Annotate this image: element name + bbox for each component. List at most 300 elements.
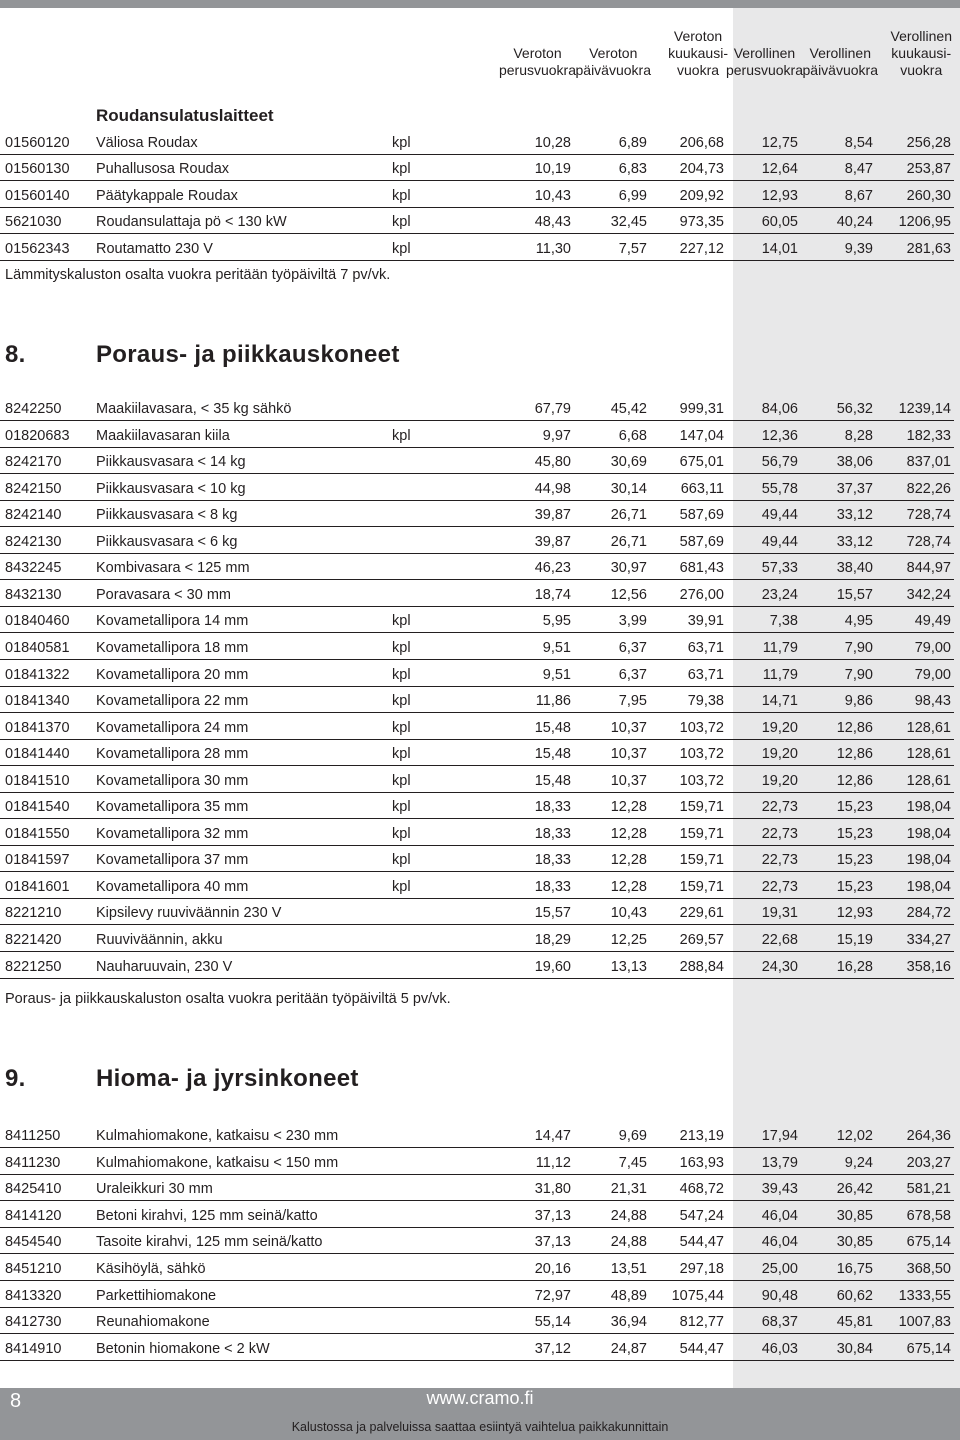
cell-unit: kpl [392,240,411,257]
cell-verollinen-paivavuokra: 30,85 [836,1207,873,1224]
table-row [0,422,954,448]
cell-product-code: 01841510 [5,772,70,789]
table-row [0,1308,954,1334]
cell-unit: kpl [392,878,411,895]
cell-product-code: 8451210 [5,1261,62,1277]
cell-veroton-perusvuokra: 20,16 [534,1261,571,1277]
cell-veroton-kuukausivuokra: 159,71 [679,825,724,842]
cell-product-name: Puhallusosa Roudax [96,161,230,178]
cell-veroton-perusvuokra: 55,14 [534,1314,571,1331]
cell-product-name: Väliosa Roudax [96,135,198,151]
cell-product-name: Parkettihiomakone [96,1287,217,1304]
cell-veroton-perusvuokra: 18,33 [534,799,571,816]
cell-veroton-perusvuokra: 15,48 [534,772,571,789]
cell-verollinen-paivavuokra: 7,90 [844,639,873,656]
cell-veroton-perusvuokra: 9,51 [542,639,571,656]
cell-veroton-paivavuokra: 30,14 [610,480,647,497]
cell-veroton-paivavuokra: 12,28 [610,852,647,869]
cell-product-name: Kovametallipora 18 mm [96,639,249,656]
section-note-lammitys: Lämmityskaluston osalta vuokra peritään työpäiviltä 7 pv/vk. [5,267,391,283]
cell-product-code: 01840581 [5,639,70,656]
cell-veroton-perusvuokra: 48,43 [534,214,571,231]
cell-unit: kpl [392,427,411,444]
cell-unit: kpl [392,639,411,656]
table-row [0,475,954,501]
cell-unit: kpl [392,135,411,151]
cell-verollinen-perusvuokra: 11,79 [762,639,798,656]
table-row [0,634,954,660]
cell-veroton-kuukausivuokra: 147,04 [679,427,724,444]
cell-product-code: 01841597 [5,852,70,869]
cell-verollinen-kuukausivuokra: 844,97 [906,560,951,577]
cell-veroton-perusvuokra: 11,12 [535,1154,571,1171]
cell-veroton-kuukausivuokra: 276,00 [679,586,724,603]
section-number-9: 9. [5,1065,26,1092]
cell-veroton-paivavuokra: 7,57 [618,240,647,257]
cell-verollinen-perusvuokra: 12,93 [761,187,798,204]
cell-product-code: 8242140 [5,507,62,524]
cell-product-name: Nauharuuvain, 230 V [96,958,233,975]
table-row [0,820,954,846]
cell-veroton-kuukausivuokra: 663,11 [680,480,724,497]
cell-veroton-kuukausivuokra: 79,38 [687,693,724,710]
cell-veroton-perusvuokra: 9,51 [542,666,571,683]
cell-veroton-paivavuokra: 10,37 [610,772,647,789]
table-row [0,1255,954,1281]
cell-verollinen-perusvuokra: 19,20 [761,746,798,763]
cell-product-code: 01562343 [5,240,70,257]
cell-veroton-paivavuokra: 12,28 [610,825,647,842]
cell-product-name: Maakiilavasaran kiila [96,427,230,444]
cell-verollinen-paivavuokra: 15,23 [836,878,873,895]
cell-verollinen-kuukausivuokra: 198,04 [906,799,951,816]
page-number: 8 [10,1390,22,1412]
cell-verollinen-kuukausivuokra: 728,74 [906,507,951,524]
table-row [0,581,954,607]
cell-veroton-paivavuokra: 26,71 [610,507,647,524]
cell-verollinen-paivavuokra: 26,42 [836,1181,873,1198]
cell-veroton-perusvuokra: 39,87 [534,507,571,524]
cell-veroton-kuukausivuokra: 159,71 [679,878,724,895]
cell-unit: kpl [392,666,411,683]
cell-veroton-perusvuokra: 11,30 [535,240,571,257]
cell-unit: kpl [392,161,411,178]
footer-url-link[interactable]: www.cramo.fi [426,1388,534,1408]
cell-unit: kpl [392,613,411,630]
cell-veroton-paivavuokra: 13,51 [610,1261,647,1277]
cell-verollinen-perusvuokra: 22,73 [761,852,798,869]
cell-veroton-paivavuokra: 30,97 [610,560,647,577]
cell-product-name: Piikkausvasara < 6 kg [96,533,238,550]
cell-veroton-paivavuokra: 7,95 [618,693,647,710]
cell-verollinen-kuukausivuokra: 264,36 [906,1128,951,1144]
cell-unit: kpl [392,825,411,842]
cell-veroton-paivavuokra: 6,68 [618,427,647,444]
cell-veroton-perusvuokra: 5,95 [542,613,571,630]
cell-veroton-paivavuokra: 12,28 [610,799,647,816]
cell-verollinen-kuukausivuokra: 256,28 [906,135,951,151]
cell-product-code: 8411250 [5,1128,61,1144]
cell-verollinen-perusvuokra: 23,24 [761,586,798,603]
cell-veroton-paivavuokra: 10,37 [610,719,647,736]
cell-verollinen-paivavuokra: 8,28 [844,427,873,444]
cell-veroton-paivavuokra: 6,89 [618,135,647,151]
cell-unit: kpl [392,693,411,710]
cell-veroton-kuukausivuokra: 63,71 [687,666,724,683]
cell-veroton-paivavuokra: 12,56 [610,586,647,603]
cell-verollinen-paivavuokra: 9,39 [844,240,873,257]
cell-verollinen-perusvuokra: 49,44 [761,533,798,550]
table-row [0,740,954,766]
section-title-roudansulatus: Roudansulatuslaitteet [96,106,274,125]
cell-verollinen-paivavuokra: 15,19 [836,932,873,948]
cell-unit: kpl [392,719,411,736]
section-number-8: 8. [5,341,26,368]
cell-veroton-perusvuokra: 11,86 [535,693,571,710]
cell-product-name: Uraleikkuri 30 mm [96,1181,213,1198]
cell-verollinen-paivavuokra: 12,86 [836,746,873,763]
cell-product-code: 5621030 [5,214,62,231]
cell-verollinen-paivavuokra: 12,86 [836,719,873,736]
table-row [0,661,954,687]
cell-verollinen-paivavuokra: 38,06 [836,454,873,471]
cell-product-code: 8412730 [5,1314,62,1331]
cell-veroton-kuukausivuokra: 103,72 [679,719,724,736]
cell-product-name: Kovametallipora 37 mm [96,852,249,869]
cell-verollinen-paivavuokra: 12,93 [836,905,873,922]
cell-product-code: 01841370 [5,719,70,736]
cell-product-name: Kombivasara < 125 mm [96,560,250,577]
cell-veroton-kuukausivuokra: 468,72 [679,1181,724,1198]
cell-veroton-paivavuokra: 6,37 [618,666,647,683]
cell-veroton-perusvuokra: 18,33 [534,852,571,869]
header-veroton-paivavuokra: Veroton päivävuokra [575,45,651,78]
table-row [0,528,954,554]
cell-verollinen-paivavuokra: 7,90 [844,666,873,683]
cell-verollinen-perusvuokra: 22,73 [761,825,798,842]
cell-veroton-paivavuokra: 10,37 [610,746,647,763]
cell-veroton-perusvuokra: 44,98 [534,480,571,497]
cell-verollinen-perusvuokra: 14,01 [761,240,798,257]
cell-verollinen-paivavuokra: 33,12 [836,533,873,550]
cell-verollinen-kuukausivuokra: 128,61 [906,772,951,789]
cell-veroton-perusvuokra: 18,33 [534,878,571,895]
cell-verollinen-kuukausivuokra: 281,63 [906,240,951,257]
cell-product-code: 01560130 [5,161,70,178]
cell-product-name: Routamatto 230 V [96,240,213,257]
table-row [0,182,954,208]
table-row [0,767,954,793]
cell-verollinen-kuukausivuokra: 98,43 [914,693,951,710]
cell-veroton-kuukausivuokra: 587,69 [679,533,724,550]
cell-veroton-kuukausivuokra: 681,43 [679,560,724,577]
cell-veroton-perusvuokra: 10,19 [534,161,571,178]
cell-verollinen-perusvuokra: 68,37 [761,1314,798,1331]
cell-veroton-perusvuokra: 10,43 [534,187,571,204]
cell-product-code: 8242170 [5,454,62,471]
cell-unit: kpl [392,187,411,204]
cell-product-name: Reunahiomakone [96,1314,210,1331]
cell-product-code: 01841440 [5,746,70,763]
cell-verollinen-paivavuokra: 9,86 [844,693,873,710]
table-row [0,1122,954,1148]
cell-product-name: Kovametallipora 22 mm [96,693,249,710]
table-row [0,554,954,580]
table-row [0,714,954,740]
cell-product-code: 8242150 [5,480,62,497]
cell-product-name: Piikkausvasara < 8 kg [96,507,238,524]
cell-verollinen-paivavuokra: 12,02 [836,1128,873,1144]
cell-verollinen-kuukausivuokra: 79,00 [914,666,951,683]
cell-verollinen-paivavuokra: 4,95 [844,613,873,630]
cell-product-code: 01840460 [5,613,70,630]
cell-verollinen-kuukausivuokra: 822,26 [906,480,951,497]
cell-product-code: 01820683 [5,427,70,444]
cell-veroton-paivavuokra: 9,69 [618,1128,647,1144]
table-row [0,607,954,633]
cell-verollinen-paivavuokra: 60,62 [836,1287,873,1304]
cell-product-name: Päätykappale Roudax [96,187,238,204]
cell-verollinen-paivavuokra: 37,37 [836,480,873,497]
table-row [0,1149,954,1175]
cell-veroton-perusvuokra: 39,87 [534,533,571,550]
cell-veroton-kuukausivuokra: 63,71 [687,639,724,656]
cell-product-name: Kovametallipora 24 mm [96,719,249,736]
cell-veroton-perusvuokra: 15,48 [534,746,571,763]
cell-veroton-kuukausivuokra: 213,19 [679,1128,724,1144]
cell-product-name: Kovametallipora 32 mm [96,825,249,842]
cell-verollinen-paivavuokra: 8,47 [844,161,873,178]
cell-verollinen-kuukausivuokra: 728,74 [906,533,951,550]
table-row [0,873,954,899]
cell-verollinen-kuukausivuokra: 198,04 [906,825,951,842]
cell-verollinen-paivavuokra: 38,40 [836,560,873,577]
cell-verollinen-perusvuokra: 19,31 [761,905,798,922]
cell-verollinen-kuukausivuokra: 678,58 [906,1207,951,1224]
cell-veroton-kuukausivuokra: 229,61 [679,905,724,922]
table-row [0,448,954,474]
cell-product-name: Kovametallipora 20 mm [96,666,249,683]
cell-verollinen-perusvuokra: 22,68 [761,932,798,948]
cell-veroton-perusvuokra: 18,33 [534,825,571,842]
cell-veroton-kuukausivuokra: 587,69 [679,507,724,524]
cell-veroton-kuukausivuokra: 269,57 [679,932,724,948]
cell-veroton-paivavuokra: 12,28 [610,878,647,895]
cell-verollinen-paivavuokra: 9,24 [844,1154,873,1171]
cell-veroton-perusvuokra: 67,79 [534,401,571,417]
cell-product-code: 8425410 [5,1181,62,1198]
cell-veroton-paivavuokra: 32,45 [610,214,647,231]
cell-verollinen-perusvuokra: 12,75 [761,135,798,151]
cell-product-name: Piikkausvasara < 14 kg [96,454,246,471]
cell-veroton-paivavuokra: 24,88 [610,1207,647,1224]
cell-verollinen-paivavuokra: 45,81 [836,1314,873,1331]
cell-veroton-perusvuokra: 19,60 [534,958,571,975]
cell-product-name: Tasoite kirahvi, 125 mm seinä/katto [96,1234,323,1251]
table-row [0,793,954,819]
cell-verollinen-kuukausivuokra: 581,21 [906,1181,951,1198]
cell-veroton-perusvuokra: 18,74 [534,586,571,603]
cell-verollinen-paivavuokra: 30,85 [836,1234,873,1251]
cell-veroton-perusvuokra: 45,80 [534,454,571,471]
header-verollinen-paivavuokra: Verollinen päivävuokra [802,45,878,78]
cell-veroton-perusvuokra: 37,13 [534,1234,571,1251]
cell-product-code: 8221420 [5,932,62,948]
table-row [0,129,954,155]
cell-veroton-paivavuokra: 30,69 [610,454,647,471]
cell-veroton-kuukausivuokra: 163,93 [679,1154,724,1171]
cell-verollinen-perusvuokra: 12,64 [761,161,798,178]
cell-veroton-perusvuokra: 18,29 [534,932,571,948]
cell-product-name: Käsihöylä, sähkö [96,1261,206,1277]
cell-product-code: 8242130 [5,533,62,550]
cell-product-code: 01841540 [5,799,70,816]
cell-product-name: Poravasara < 30 mm [96,586,231,603]
cell-veroton-paivavuokra: 10,43 [610,905,647,922]
cell-product-name: Roudansulattaja pö < 130 kW [96,214,287,231]
cell-verollinen-paivavuokra: 8,67 [844,187,873,204]
cell-veroton-kuukausivuokra: 973,35 [679,214,724,231]
cell-product-name: Kovametallipora 40 mm [96,878,249,895]
cell-product-code: 8221210 [5,905,62,922]
cell-verollinen-kuukausivuokra: 128,61 [906,719,951,736]
cell-verollinen-perusvuokra: 90,48 [761,1287,798,1304]
cell-verollinen-paivavuokra: 12,86 [836,772,873,789]
table-row [0,953,954,979]
cell-verollinen-paivavuokra: 8,54 [844,135,873,151]
header-verollinen-kuukausivuokra: Verollinen kuukausi- vuokra [890,28,952,78]
cell-product-code: 01560140 [5,187,70,204]
cell-veroton-paivavuokra: 13,13 [610,958,647,975]
cell-veroton-perusvuokra: 31,80 [534,1181,571,1198]
header-veroton-kuukausivuokra: Veroton kuukausi- vuokra [668,28,728,78]
cell-verollinen-perusvuokra: 46,03 [761,1340,798,1357]
cell-veroton-paivavuokra: 36,94 [610,1314,647,1331]
cell-verollinen-kuukausivuokra: 1239,14 [898,401,951,417]
cell-veroton-paivavuokra: 45,42 [610,401,647,417]
cell-verollinen-perusvuokra: 46,04 [761,1207,798,1224]
cell-veroton-perusvuokra: 14,47 [534,1128,571,1144]
cell-verollinen-kuukausivuokra: 675,14 [906,1234,951,1251]
cell-verollinen-kuukausivuokra: 334,27 [906,932,951,948]
cell-product-name: Kulmahiomakone, katkaisu < 230 mm [96,1128,339,1144]
cell-verollinen-perusvuokra: 49,44 [761,507,798,524]
cell-product-name: Kulmahiomakone, katkaisu < 150 mm [96,1154,339,1171]
cell-verollinen-kuukausivuokra: 198,04 [906,878,951,895]
cell-veroton-kuukausivuokra: 204,73 [679,161,724,178]
cell-product-name: Ruuviväännin, akku [96,932,223,948]
cell-verollinen-kuukausivuokra: 182,33 [906,427,951,444]
cell-verollinen-paivavuokra: 40,24 [836,214,873,231]
cell-veroton-perusvuokra: 72,97 [534,1287,571,1304]
cell-unit: kpl [392,214,411,231]
cell-verollinen-kuukausivuokra: 837,01 [906,454,951,471]
cell-veroton-kuukausivuokra: 206,68 [679,135,724,151]
cell-product-name: Kovametallipora 28 mm [96,746,249,763]
cell-product-name: Betonin hiomakone < 2 kW [96,1340,270,1357]
cell-verollinen-kuukausivuokra: 198,04 [906,852,951,869]
cell-product-name: Betoni kirahvi, 125 mm seinä/katto [96,1207,318,1224]
cell-veroton-paivavuokra: 3,99 [618,613,647,630]
cell-veroton-paivavuokra: 12,25 [610,932,647,948]
cell-product-name: Kovametallipora 14 mm [96,613,249,630]
table-row [0,395,954,421]
cell-product-name: Kipsilevy ruuviväännin 230 V [96,905,282,922]
cell-veroton-perusvuokra: 37,12 [534,1340,571,1357]
header-veroton-perusvuokra: Veroton perusvuokra [498,45,576,78]
cell-veroton-kuukausivuokra: 547,24 [679,1207,724,1224]
cell-veroton-paivavuokra: 24,88 [610,1234,647,1251]
cell-verollinen-kuukausivuokra: 368,50 [906,1261,951,1277]
cell-veroton-kuukausivuokra: 209,92 [679,187,724,204]
cell-verollinen-kuukausivuokra: 358,16 [906,958,951,975]
cell-verollinen-paivavuokra: 15,23 [836,852,873,869]
cell-verollinen-perusvuokra: 22,73 [761,878,798,895]
cell-verollinen-perusvuokra: 24,30 [761,958,798,975]
cell-product-code: 8413320 [5,1287,62,1304]
cell-verollinen-perusvuokra: 46,04 [761,1234,798,1251]
cell-verollinen-paivavuokra: 56,32 [836,401,873,417]
cell-veroton-kuukausivuokra: 103,72 [679,772,724,789]
cell-verollinen-perusvuokra: 12,36 [761,427,798,444]
cell-veroton-kuukausivuokra: 159,71 [679,799,724,816]
cell-veroton-kuukausivuokra: 999,31 [679,401,724,417]
cell-verollinen-perusvuokra: 22,73 [761,799,798,816]
cell-verollinen-perusvuokra: 25,00 [761,1261,798,1277]
cell-verollinen-perusvuokra: 13,79 [761,1154,798,1171]
cell-veroton-perusvuokra: 9,97 [542,427,571,444]
cell-verollinen-paivavuokra: 33,12 [836,507,873,524]
cell-product-code: 8414910 [5,1340,62,1357]
cell-verollinen-perusvuokra: 19,20 [761,772,798,789]
cell-product-code: 8414120 [5,1207,62,1224]
table-row [0,1228,954,1254]
cell-product-code: 01841550 [5,825,70,842]
table-row [0,208,954,234]
cell-verollinen-perusvuokra: 60,05 [761,214,798,231]
cell-product-code: 8221250 [5,958,62,975]
cell-product-code: 01841340 [5,693,70,710]
cell-veroton-perusvuokra: 15,48 [534,719,571,736]
cell-verollinen-paivavuokra: 16,28 [836,958,873,975]
cell-unit: kpl [392,799,411,816]
cell-verollinen-paivavuokra: 16,75 [836,1261,873,1277]
cell-verollinen-perusvuokra: 56,79 [761,454,798,471]
cell-verollinen-kuukausivuokra: 1206,95 [898,214,951,231]
table-row [0,1202,954,1228]
cell-veroton-perusvuokra: 15,57 [534,905,571,922]
section-title-hioma: Hioma- ja jyrsinkoneet [96,1065,359,1092]
cell-verollinen-kuukausivuokra: 1007,83 [898,1314,951,1331]
cell-product-code: 01841322 [5,666,70,683]
cell-product-code: 8411230 [5,1154,61,1171]
footer-disclaimer: Kalustossa ja palveluissa saattaa esiintyä vaihtelua paikkakunnittain [291,1420,669,1434]
cell-veroton-paivavuokra: 6,37 [618,639,647,656]
table-row [0,155,954,181]
cell-unit: kpl [392,772,411,789]
cell-verollinen-kuukausivuokra: 203,27 [906,1154,951,1171]
cell-veroton-paivavuokra: 48,89 [610,1287,647,1304]
section-title-poraus: Poraus- ja piikkauskoneet [96,341,400,368]
table-row [0,235,954,261]
cell-veroton-paivavuokra: 21,31 [610,1181,647,1198]
cell-product-code: 8432130 [5,586,62,603]
cell-verollinen-paivavuokra: 15,57 [836,586,873,603]
cell-verollinen-perusvuokra: 14,71 [761,693,798,710]
cell-verollinen-paivavuokra: 30,84 [836,1340,873,1357]
table-row [0,1335,954,1361]
cell-veroton-kuukausivuokra: 39,91 [687,613,724,630]
